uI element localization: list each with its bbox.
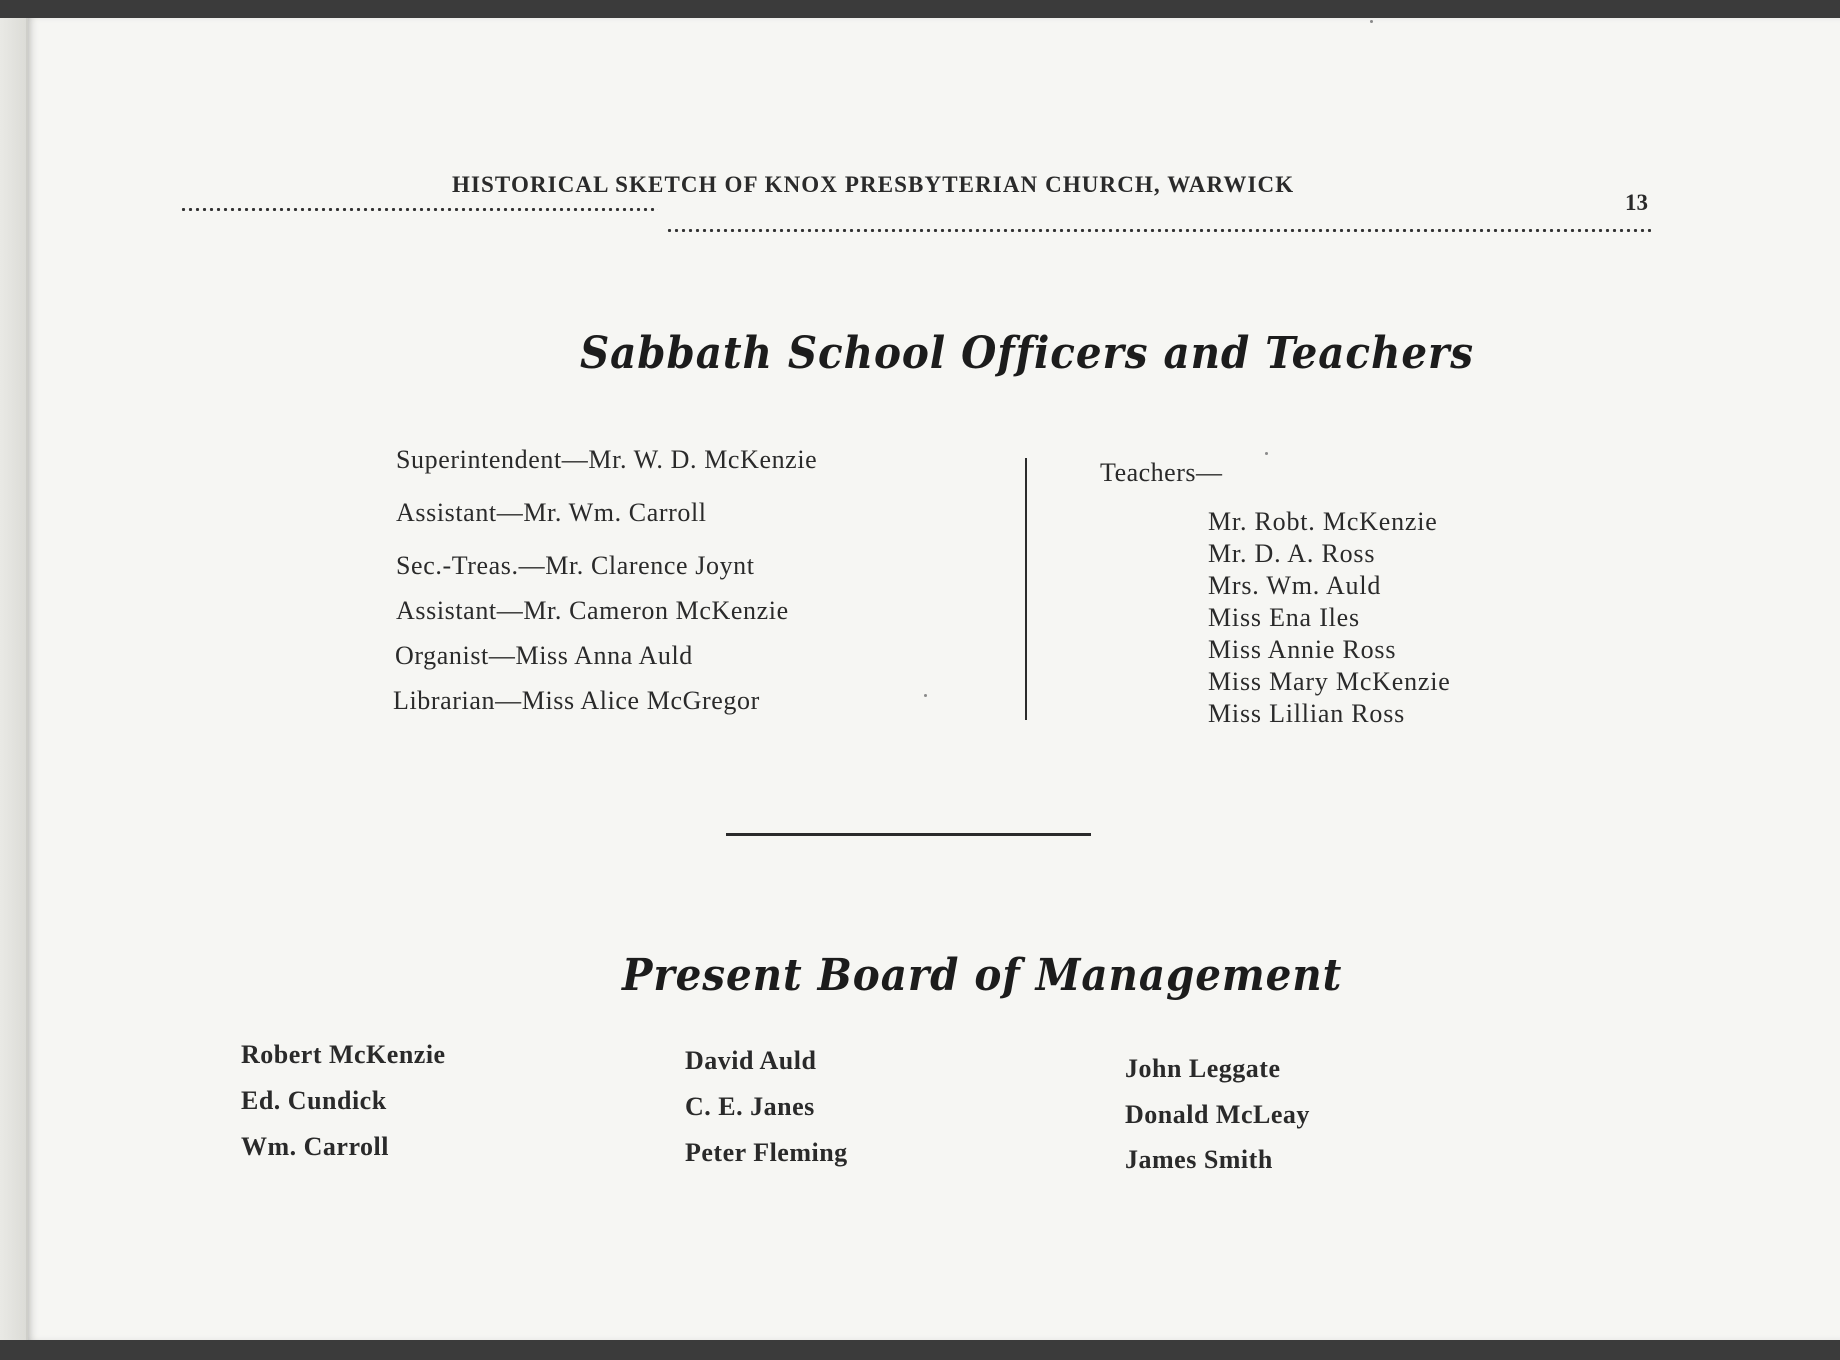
teacher-item: Miss Mary McKenzie xyxy=(1208,667,1451,696)
officer-librarian: Librarian—Miss Alice McGregor xyxy=(393,686,760,715)
scan-speck xyxy=(1370,20,1373,23)
board-member: David Auld xyxy=(685,1046,817,1075)
board-member: Robert McKenzie xyxy=(241,1040,446,1069)
running-head: HISTORICAL SKETCH OF KNOX PRESBYTERIAN CHURCH, WARWICK xyxy=(452,172,1295,197)
facing-page-edge xyxy=(0,18,26,1340)
teacher-item: Miss Lillian Ross xyxy=(1208,699,1406,728)
board-member: John Leggate xyxy=(1125,1054,1281,1083)
teacher-item: Mr. D. A. Ross xyxy=(1208,539,1376,568)
board-member: Peter Fleming xyxy=(685,1138,848,1167)
teachers-label: Teachers— xyxy=(1100,458,1223,487)
teacher-item: Mr. Robt. McKenzie xyxy=(1208,507,1438,536)
board-member: Wm. Carroll xyxy=(241,1132,389,1161)
scan-speck xyxy=(924,694,927,697)
dotted-rule-right xyxy=(666,229,1651,232)
scan-speck xyxy=(1265,452,1268,455)
officer-superintendent: Superintendent—Mr. W. D. McKenzie xyxy=(396,445,818,474)
section-divider xyxy=(726,833,1091,836)
board-member: Ed. Cundick xyxy=(241,1086,387,1115)
page-number: 13 xyxy=(1625,190,1648,215)
teacher-item: Mrs. Wm. Auld xyxy=(1208,571,1382,600)
teacher-item: Miss Ena Iles xyxy=(1208,603,1360,632)
board-member: James Smith xyxy=(1125,1145,1273,1174)
officer-assistant-2: Assistant—Mr. Cameron McKenzie xyxy=(396,596,789,625)
board-member: Donald McLeay xyxy=(1125,1100,1310,1129)
officer-organist: Organist—Miss Anna Auld xyxy=(395,641,693,670)
sabbath-school-heading: Sabbath School Officers and Teachers xyxy=(580,328,1474,379)
board-heading: Present Board of Management xyxy=(622,950,1343,1001)
board-member: C. E. Janes xyxy=(685,1092,815,1121)
column-divider xyxy=(1025,458,1027,720)
teacher-item: Miss Annie Ross xyxy=(1208,635,1397,664)
officer-assistant-1: Assistant—Mr. Wm. Carroll xyxy=(396,498,707,527)
officer-sec-treas: Sec.-Treas.—Mr. Clarence Joynt xyxy=(396,551,755,580)
dotted-rule-left xyxy=(180,208,658,211)
